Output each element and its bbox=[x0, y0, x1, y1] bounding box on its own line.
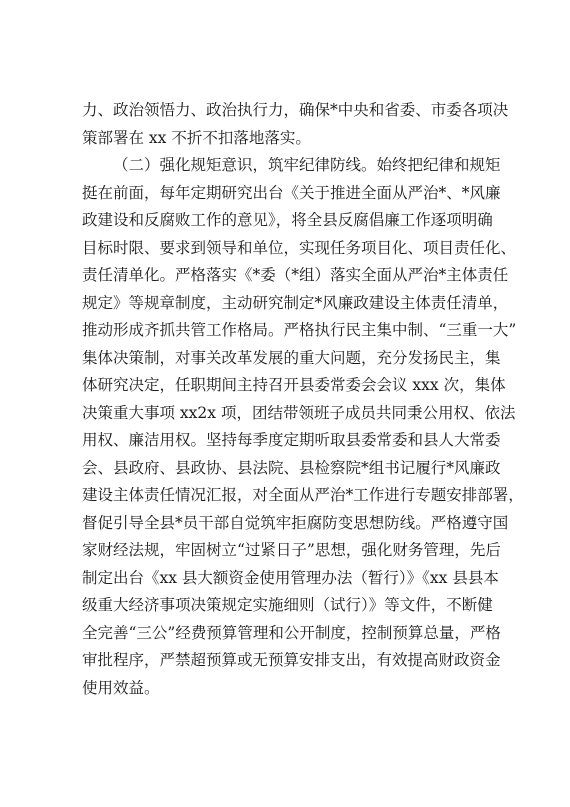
text-line: 策部署在 xx 不折不扣落地落实。 bbox=[82, 128, 311, 147]
text-line: 制定出台《xx 县大额资金使用管理办法（暂行）》《xx 县县本 bbox=[82, 568, 499, 587]
text-line: 使用效益。 bbox=[82, 678, 160, 697]
text-line: 会、县政府、县政协、县法院、县检察院*组书记履行*风廉政 bbox=[82, 458, 501, 477]
text-line: 力、政治领悟力、政治执行力，确保*中央和省委、市委各项决 bbox=[82, 101, 509, 119]
text-line: 家财经法规，牢固树立“过紧日子”思想，强化财务管理，先后 bbox=[82, 541, 501, 559]
text-line: 责任清单化。严格落实《*委（*组）落实全面从严治*主体责任 bbox=[82, 266, 509, 284]
text-line: 建设主体责任情况汇报，对全面从严治*工作进行专题安排部署， bbox=[82, 486, 524, 504]
text-line: 挺在前面，每年定期研究出台《关于推进全面从严治*、*风廉 bbox=[82, 183, 501, 202]
text-line: 目标时限、要求到领导和单位，实现任务项目化、项目责任化、 bbox=[82, 238, 517, 257]
text-line: 决策重大事项 xx2x 项，团结带领班子成员共同秉公用权、依法 bbox=[82, 403, 516, 422]
text-line: 政建设和反腐败工作的意见》，将全县反腐倡廉工作逐项明确 bbox=[82, 211, 493, 229]
text-line: 全完善“三公”经费预算管理和公开制度，控制预算总量，严格 bbox=[82, 623, 501, 642]
text-line: 用权、廉洁用权。坚持每季度定期听取县委常委和县人大常委 bbox=[82, 431, 501, 449]
text-line: 督促引导全县*员干部自觉筑牢拒腐防变思想防线。严格遵守国 bbox=[82, 513, 509, 532]
text-line: 规定》等规章制度，主动研究制定*风廉政建设主体责任清单， bbox=[82, 293, 509, 312]
text-line: 体研究决定，任职期间主持召开县委常委会会议 xxx 次，集体 bbox=[82, 376, 506, 394]
text-line: 推动形成齐抓共管工作格局。严格执行民主集中制、“三重一大” bbox=[82, 321, 517, 339]
document-body bbox=[82, 97, 524, 702]
paragraph-heading-line: （二）强化规矩意识，筑牢纪律防线。始终把纪律和规矩 bbox=[113, 156, 501, 174]
text-line: 集体决策制，对事关改革发展的重大问题，充分发扬民主，集 bbox=[82, 348, 501, 367]
text-line: 级重大经济事项决策规定实施细则（试行）》等文件，不断健 bbox=[82, 596, 493, 614]
text-line: 审批程序，严禁超预算或无预算安排支出，有效提高财政资金 bbox=[82, 651, 501, 669]
